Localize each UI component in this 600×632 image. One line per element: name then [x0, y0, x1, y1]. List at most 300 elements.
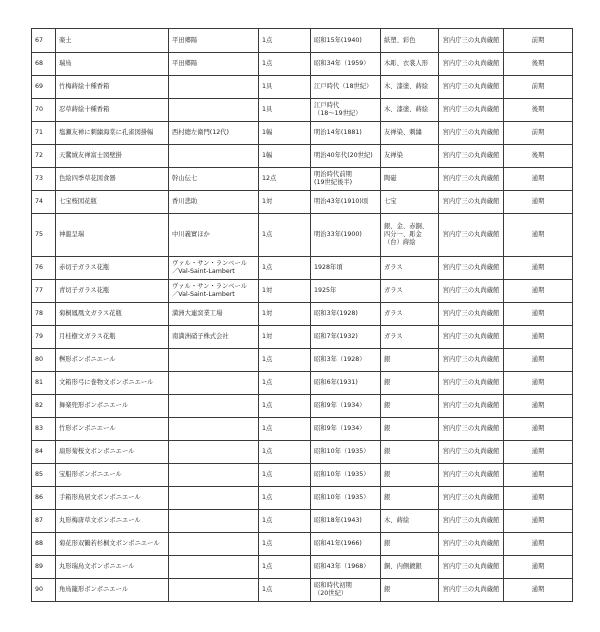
cell-owner — [439, 418, 504, 441]
cell-text-line: 宮内庁三の丸尚蔵館 — [442, 310, 500, 317]
cell-text-line: 紙塑、彩色 — [384, 36, 416, 44]
cell-quantity — [259, 579, 311, 602]
cell-text-line: 昭和3年(1928) — [314, 310, 358, 317]
cell-period — [504, 441, 573, 464]
cell-text-line: 1具 — [262, 83, 273, 90]
cell-number — [32, 99, 56, 122]
cell-title — [56, 168, 169, 191]
cell-title — [56, 191, 169, 214]
cell-text-line: 1対 — [262, 333, 273, 340]
cell-text-line: 1点 — [262, 264, 273, 271]
cell-text-line: 銀、金、赤銅、 — [384, 223, 429, 230]
cell-text-line: 宮内庁三の丸尚蔵館 — [442, 152, 500, 159]
cell-text-line: 通期 — [531, 287, 545, 294]
cell-text-line: 江戸時代（18世紀） — [314, 83, 373, 90]
cell-owner — [439, 579, 504, 602]
cell-text-line: 昭和43年（1968） — [314, 563, 370, 570]
cell-quantity — [259, 418, 311, 441]
cell-quantity — [259, 29, 311, 53]
cell-title — [56, 99, 169, 122]
cell-period — [504, 326, 573, 349]
cell-text-line: 明治14年(1881) — [314, 129, 362, 136]
cell-text-line: 1925年 — [314, 287, 337, 294]
cell-text-line: 84 — [35, 448, 44, 455]
cell-date — [311, 533, 381, 556]
cell-number — [32, 122, 56, 145]
cell-quantity — [259, 145, 311, 168]
cell-date — [311, 464, 381, 487]
cell-text-line: 角鳥籠形ボンボニエール — [59, 586, 129, 593]
cell-text-line: 69 — [35, 83, 44, 90]
cell-text-line: 宮内庁三の丸尚蔵館 — [442, 264, 500, 271]
cell-date — [311, 214, 381, 257]
cell-artist — [169, 145, 259, 168]
cell-text-line: 昭和34年（1959） — [314, 60, 370, 67]
cell-quantity — [259, 441, 311, 464]
exhibit-list-table — [31, 28, 573, 602]
cell-date — [311, 441, 381, 464]
cell-text-line: 青切子ガラス花瓶 — [59, 287, 110, 294]
cell-artist — [169, 441, 259, 464]
cell-text-line: 1対 — [262, 310, 273, 317]
cell-owner — [439, 372, 504, 395]
cell-title — [56, 326, 169, 349]
cell-artist — [169, 418, 259, 441]
cell-text-line: 江戸時代 — [314, 102, 340, 109]
cell-artist — [169, 122, 259, 145]
cell-period — [504, 579, 573, 602]
cell-artist — [169, 533, 259, 556]
cell-quantity — [259, 191, 311, 214]
cell-artist — [169, 99, 259, 122]
cell-text-line: 香川悲助 — [172, 198, 198, 205]
cell-text-line: 71 — [35, 129, 44, 136]
cell-text-line: ヴァル・サン・ランベール — [172, 260, 248, 267]
cell-date — [311, 191, 381, 214]
cell-text-line: 桝形ボンボニエール — [59, 356, 116, 363]
cell-owner — [439, 326, 504, 349]
table-row — [32, 418, 573, 441]
cell-quantity — [259, 214, 311, 257]
cell-number — [32, 395, 56, 418]
cell-owner — [439, 349, 504, 372]
cell-owner — [439, 214, 504, 257]
cell-text-line: 明治40年代(20世紀) — [314, 152, 373, 159]
cell-artist — [169, 395, 259, 418]
cell-text-line: ヴァル・サン・ランベール — [172, 283, 248, 290]
cell-period — [504, 168, 573, 191]
cell-text-line: 通期 — [531, 379, 545, 386]
cell-text-line: 通期 — [531, 425, 545, 432]
cell-number — [32, 579, 56, 602]
cell-period — [504, 280, 573, 303]
cell-quantity — [259, 487, 311, 510]
cell-period — [504, 122, 573, 145]
cell-text-line: 通期 — [531, 540, 545, 547]
cell-text-line: 74 — [35, 198, 44, 205]
cell-owner — [439, 395, 504, 418]
cell-period — [504, 53, 573, 76]
cell-text-line: 銀 — [384, 379, 391, 386]
cell-medium — [381, 214, 439, 257]
cell-title — [56, 441, 169, 464]
cell-text-line: 1点 — [262, 471, 273, 478]
cell-text-line: 昭和10年（1935） — [314, 448, 370, 455]
cell-text-line: 舞楽兜形ボンボニエール — [59, 402, 129, 409]
cell-text-line: 77 — [35, 287, 44, 294]
cell-text-line: 楽土 — [59, 36, 72, 44]
cell-number — [32, 53, 56, 76]
cell-quantity — [259, 533, 311, 556]
cell-text-line: 塩瀬友禅に刺繍海棠に孔雀図掛幅 — [59, 129, 154, 136]
cell-title — [56, 280, 169, 303]
cell-text-line: 神龍呈瑞 — [59, 231, 85, 238]
cell-text-line: 通期 — [531, 356, 545, 363]
cell-text-line: 銀 — [384, 425, 391, 432]
cell-text-line: 平田郷陽 — [172, 36, 198, 44]
cell-text-line: 菊花形双鶴若杉桐文ボンボニエール — [59, 540, 160, 547]
cell-text-line: 宮内庁三の丸尚蔵館 — [442, 287, 500, 294]
cell-owner — [439, 53, 504, 76]
cell-text-line: 七宝 — [384, 198, 397, 205]
cell-date — [311, 395, 381, 418]
cell-number — [32, 214, 56, 257]
cell-text-line: 1点 — [262, 425, 273, 432]
cell-text-line: 昭和時代初期 — [314, 582, 352, 589]
cell-text-line: 木彫、衣裳人形 — [384, 60, 429, 67]
cell-text-line: 後期 — [531, 106, 545, 113]
table-row — [32, 349, 573, 372]
cell-artist — [169, 349, 259, 372]
cell-text-line: 宝船形ボンボニエール — [59, 471, 122, 478]
cell-text-line: 銅、内側鍍銀 — [384, 563, 422, 570]
cell-owner — [439, 168, 504, 191]
cell-text-line: 通期 — [531, 586, 545, 593]
table-row — [32, 464, 573, 487]
cell-period — [504, 29, 573, 53]
table-row — [32, 168, 573, 191]
cell-text-line: 78 — [35, 310, 44, 317]
cell-medium — [381, 395, 439, 418]
cell-owner — [439, 280, 504, 303]
cell-title — [56, 122, 169, 145]
cell-medium — [381, 76, 439, 99]
cell-text-line: 宮内庁三の丸尚蔵館 — [442, 402, 500, 409]
cell-number — [32, 464, 56, 487]
cell-text-line: 丸形瑞鳥文ボンボニエール — [59, 563, 135, 570]
cell-text-line: 友禅染 — [384, 152, 403, 159]
cell-text-line: 明治33年(1900) — [314, 231, 362, 238]
table-row — [32, 303, 573, 326]
cell-date — [311, 349, 381, 372]
cell-text-line: 68 — [35, 60, 44, 67]
cell-owner — [439, 556, 504, 579]
cell-text-line: 宮内庁三の丸尚蔵館 — [442, 356, 500, 363]
cell-text-line: 1点 — [262, 586, 273, 593]
cell-text-line: 72 — [35, 152, 44, 159]
cell-medium — [381, 122, 439, 145]
cell-text-line: 月桂樹文ガラス花瓶 — [59, 333, 116, 340]
cell-period — [504, 395, 573, 418]
table-row — [32, 53, 573, 76]
table-row — [32, 191, 573, 214]
cell-text-line: 1点 — [262, 356, 273, 363]
cell-text-line: 1点 — [262, 448, 273, 455]
cell-quantity — [259, 395, 311, 418]
cell-owner — [439, 145, 504, 168]
cell-artist — [169, 257, 259, 280]
cell-artist — [169, 303, 259, 326]
cell-text-line: 宮内庁三の丸尚蔵館 — [442, 494, 500, 501]
cell-title — [56, 579, 169, 602]
cell-period — [504, 349, 573, 372]
cell-text-line: 手箱形鳥居文ボンボニエール — [59, 494, 141, 501]
cell-medium — [381, 168, 439, 191]
cell-date — [311, 53, 381, 76]
cell-text-line: 明治時代前期 — [314, 171, 352, 178]
cell-text-line: 昭和7年(1932) — [314, 333, 358, 340]
cell-text-line: 宮内庁三の丸尚蔵館 — [442, 231, 500, 238]
cell-text-line: 1点 — [262, 379, 273, 386]
cell-text-line: 丸形梅唐草文ボンボニエール — [59, 517, 141, 524]
cell-text-line: 宮内庁三の丸尚蔵館 — [442, 425, 500, 432]
table-row — [32, 510, 573, 533]
table-row — [32, 533, 573, 556]
cell-artist — [169, 326, 259, 349]
cell-text-line: 後期 — [531, 60, 545, 67]
cell-date — [311, 510, 381, 533]
cell-text-line: 陶磁 — [384, 175, 397, 182]
table-row — [32, 145, 573, 168]
cell-text-line: 前期 — [531, 129, 545, 136]
cell-quantity — [259, 168, 311, 191]
cell-text-line: 昭和41年(1966) — [314, 540, 362, 547]
cell-owner — [439, 99, 504, 122]
cell-medium — [381, 145, 439, 168]
cell-text-line: 76 — [35, 264, 44, 271]
cell-text-line: 南満洲硝子株式会社 — [172, 333, 229, 340]
cell-period — [504, 510, 573, 533]
cell-period — [504, 487, 573, 510]
table-body — [32, 29, 573, 602]
cell-number — [32, 418, 56, 441]
cell-text-line: 通期 — [531, 333, 545, 340]
cell-text-line: 85 — [35, 471, 44, 478]
cell-text-line: ガラス — [384, 264, 403, 271]
cell-number — [32, 280, 56, 303]
cell-text-line: 1点 — [262, 563, 273, 570]
cell-owner — [439, 510, 504, 533]
cell-title — [56, 257, 169, 280]
table-row — [32, 579, 573, 602]
cell-text-line: 90 — [35, 586, 44, 593]
cell-title — [56, 464, 169, 487]
cell-text-line: 宮内庁三の丸尚蔵館 — [442, 333, 500, 340]
cell-text-line: 1点 — [262, 231, 273, 238]
cell-number — [32, 168, 56, 191]
cell-text-line: 扇形菊桜文ボンボニエール — [59, 448, 135, 455]
table-row — [32, 395, 573, 418]
cell-text-line: 瑞鳥 — [59, 60, 72, 67]
cell-text-line: 87 — [35, 517, 44, 524]
cell-text-line: ／Val-Saint-Lambert — [172, 268, 235, 275]
cell-title — [56, 53, 169, 76]
cell-text-line: （18〜19世紀） — [314, 110, 362, 117]
cell-medium — [381, 441, 439, 464]
cell-artist — [169, 579, 259, 602]
cell-text-line: 1対 — [262, 287, 273, 294]
cell-title — [56, 487, 169, 510]
cell-text-line: 平田郷陽 — [172, 60, 198, 67]
cell-text-line: 宮内庁三の丸尚蔵館 — [442, 379, 500, 386]
cell-medium — [381, 303, 439, 326]
cell-artist — [169, 168, 259, 191]
cell-text-line: 通期 — [531, 563, 545, 570]
cell-period — [504, 556, 573, 579]
table-row — [32, 441, 573, 464]
cell-text-line: (19世紀後半) — [314, 179, 353, 186]
cell-text-line: 後期 — [531, 152, 545, 159]
table-row — [32, 214, 573, 257]
cell-title — [56, 372, 169, 395]
cell-date — [311, 145, 381, 168]
cell-owner — [439, 76, 504, 99]
cell-text-line: 前期 — [531, 36, 545, 44]
cell-title — [56, 556, 169, 579]
cell-text-line: 1点 — [262, 494, 273, 501]
cell-quantity — [259, 53, 311, 76]
cell-medium — [381, 372, 439, 395]
cell-text-line: 銀 — [384, 471, 391, 478]
cell-date — [311, 487, 381, 510]
cell-text-line: 銀 — [384, 540, 391, 547]
cell-medium — [381, 487, 439, 510]
cell-quantity — [259, 257, 311, 280]
cell-quantity — [259, 326, 311, 349]
cell-quantity — [259, 464, 311, 487]
cell-text-line: 木、漆塗、蒔絵 — [384, 106, 429, 113]
cell-text-line: 友禅染、刺繍 — [384, 129, 422, 136]
cell-number — [32, 76, 56, 99]
cell-title — [56, 29, 169, 53]
cell-text-line: 通期 — [531, 517, 545, 524]
cell-text-line: ガラス — [384, 333, 403, 340]
cell-period — [504, 214, 573, 257]
cell-text-line: 70 — [35, 106, 44, 113]
cell-text-line: （20世紀） — [314, 590, 348, 597]
cell-number — [32, 487, 56, 510]
cell-text-line: 宮内庁三の丸尚蔵館 — [442, 60, 500, 67]
cell-text-line: 宮内庁三の丸尚蔵館 — [442, 129, 500, 136]
cell-text-line: 1幅 — [262, 152, 273, 159]
cell-title — [56, 418, 169, 441]
cell-text-line: 昭和6年(1931) — [314, 379, 358, 386]
cell-text-line: 宮内庁三の丸尚蔵館 — [442, 540, 500, 547]
cell-artist — [169, 53, 259, 76]
table-row — [32, 280, 573, 303]
cell-artist — [169, 214, 259, 257]
cell-medium — [381, 418, 439, 441]
cell-date — [311, 122, 381, 145]
cell-medium — [381, 280, 439, 303]
cell-text-line: 七宝桜図花瓶 — [59, 198, 97, 205]
cell-date — [311, 372, 381, 395]
cell-date — [311, 29, 381, 53]
cell-owner — [439, 122, 504, 145]
cell-text-line: 宮内庁三の丸尚蔵館 — [442, 198, 500, 205]
table-row — [32, 257, 573, 280]
cell-text-line: 1928年頃 — [314, 264, 343, 271]
cell-medium — [381, 29, 439, 53]
cell-medium — [381, 326, 439, 349]
cell-text-line: 木、蒔絵 — [384, 517, 410, 524]
cell-text-line: 竹形ボンボニエール — [59, 425, 116, 432]
cell-text-line: 宮内庁三の丸尚蔵館 — [442, 471, 500, 478]
cell-title — [56, 214, 169, 257]
cell-artist — [169, 556, 259, 579]
cell-date — [311, 168, 381, 191]
cell-text-line: 通期 — [531, 402, 545, 409]
cell-period — [504, 533, 573, 556]
cell-text-line: 昭和15年(1940) — [314, 36, 362, 44]
cell-number — [32, 533, 56, 556]
cell-text-line: 銀 — [384, 448, 391, 455]
cell-number — [32, 29, 56, 53]
cell-text-line: 宮内庁三の丸尚蔵館 — [442, 36, 500, 44]
cell-quantity — [259, 280, 311, 303]
cell-text-line: 82 — [35, 402, 44, 409]
cell-medium — [381, 99, 439, 122]
cell-owner — [439, 487, 504, 510]
cell-medium — [381, 510, 439, 533]
cell-text-line: 明治43年(1910)頃 — [314, 198, 369, 205]
cell-owner — [439, 533, 504, 556]
cell-text-line: 89 — [35, 563, 44, 570]
cell-text-line: 通期 — [531, 471, 545, 478]
cell-quantity — [259, 556, 311, 579]
cell-period — [504, 303, 573, 326]
cell-date — [311, 280, 381, 303]
cell-owner — [439, 464, 504, 487]
cell-text-line: 宮内庁三の丸尚蔵館 — [442, 448, 500, 455]
cell-text-line: 昭和10年（1935） — [314, 494, 370, 501]
cell-medium — [381, 191, 439, 214]
cell-text-line: 86 — [35, 494, 44, 501]
cell-text-line: 宮内庁三の丸尚蔵館 — [442, 175, 500, 182]
cell-quantity — [259, 510, 311, 533]
cell-text-line: 1具 — [262, 106, 273, 113]
cell-quantity — [259, 122, 311, 145]
cell-period — [504, 257, 573, 280]
cell-text-line: 昭和9年（1934） — [314, 425, 366, 432]
cell-date — [311, 579, 381, 602]
cell-owner — [439, 257, 504, 280]
cell-quantity — [259, 76, 311, 99]
cell-text-line: 菊桐鳳凰文ガラス花瓶 — [59, 310, 122, 317]
cell-artist — [169, 487, 259, 510]
cell-text-line: 満洲大連窯業工場 — [172, 310, 223, 317]
cell-text-line: 銀 — [384, 402, 391, 409]
cell-text-line: （台）蒔絵 — [384, 239, 416, 246]
cell-artist — [169, 372, 259, 395]
cell-text-line: 宮内庁三の丸尚蔵館 — [442, 106, 500, 113]
cell-owner — [439, 303, 504, 326]
cell-period — [504, 145, 573, 168]
cell-text-line: 前期 — [531, 83, 545, 90]
cell-period — [504, 191, 573, 214]
cell-date — [311, 418, 381, 441]
table-row — [32, 29, 573, 53]
